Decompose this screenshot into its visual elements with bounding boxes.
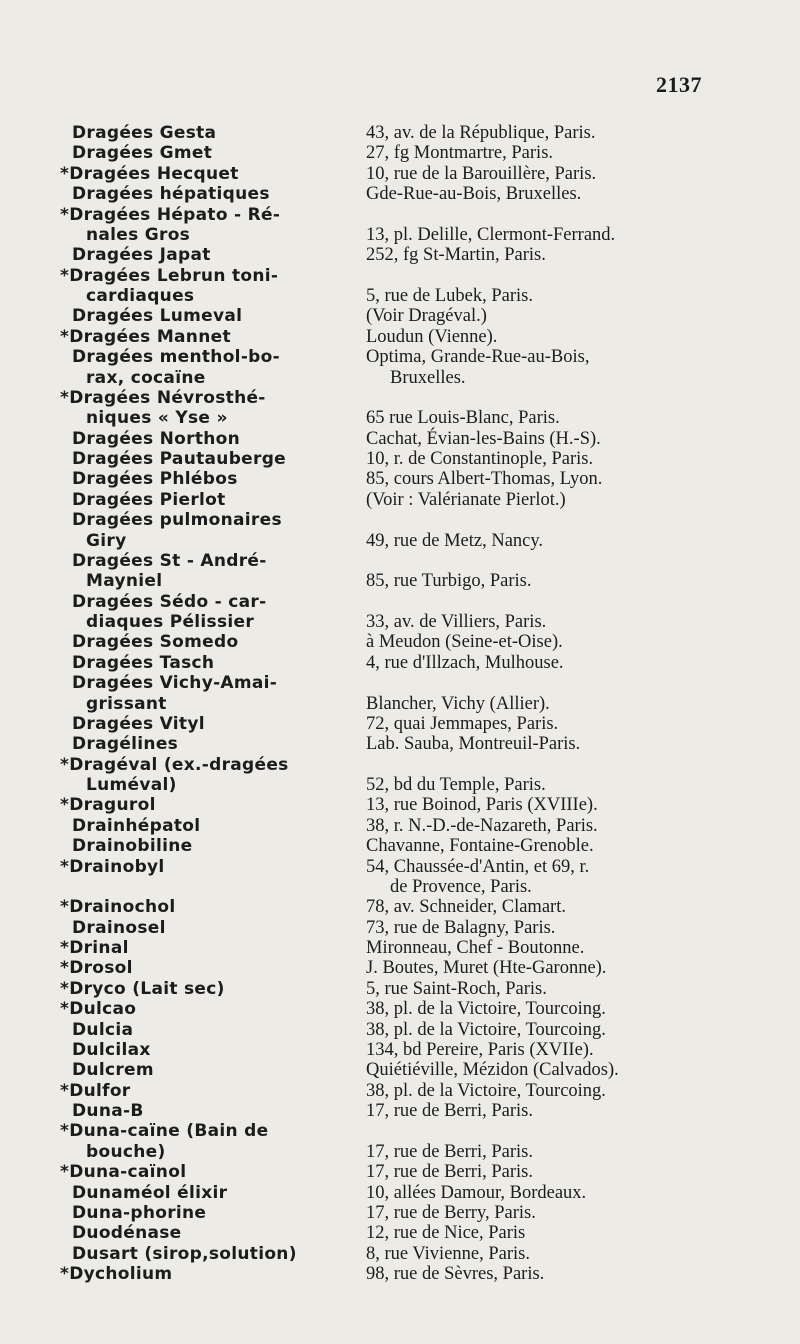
product-name: *Dulfor: [60, 1080, 131, 1101]
product-name: Dulcilax: [72, 1039, 151, 1060]
entry-line: [60, 368, 720, 388]
product-name: *Dryco (Lait sec): [60, 978, 225, 999]
manufacturer-address: 38, pl. de la Victoire, Tourcoing.: [366, 999, 606, 1020]
product-name: Drainosel: [72, 917, 166, 938]
entry-line: [60, 490, 720, 510]
entry-line: [60, 612, 720, 632]
product-name: Dragées hépatiques: [72, 184, 270, 205]
product-name: Giry: [86, 530, 127, 551]
entry-line: [60, 225, 720, 245]
entry-line: [60, 1081, 720, 1101]
entry-line: [60, 734, 720, 754]
entry-line: [60, 571, 720, 591]
product-name: *Dragées Mannet: [60, 326, 231, 347]
manufacturer-address: Loudun (Vienne).: [366, 326, 498, 347]
manufacturer-address: 17, rue de Berri, Paris.: [366, 1162, 533, 1183]
entry-line: [60, 1264, 720, 1284]
entry-line: [60, 714, 720, 734]
entry-line: [60, 653, 720, 673]
product-name: Dragées Lumeval: [72, 306, 243, 327]
entry-line: [60, 673, 720, 693]
entry-line: [60, 469, 720, 489]
entry-list: [60, 123, 720, 1284]
manufacturer-address: Bruxelles.: [390, 367, 466, 388]
manufacturer-address: 85, rue Turbigo, Paris.: [366, 571, 532, 592]
manufacturer-address: 38, r. N.-D.-de-Nazareth, Paris.: [366, 815, 598, 836]
manufacturer-address: 54, Chaussée-d'Antin, et 69, r.: [366, 856, 590, 877]
manufacturer-address: Cachat, Évian-les-Bains (H.-S).: [366, 428, 601, 449]
manufacturer-address: 13, pl. Delille, Clermont-Ferrand.: [366, 224, 616, 245]
manufacturer-address: 52, bd du Temple, Paris.: [366, 775, 546, 795]
entry-line: [60, 429, 720, 449]
manufacturer-address: 4, rue d'Illzach, Mulhouse.: [366, 652, 564, 673]
product-name: Dragées Tasch: [72, 652, 215, 673]
entry-line: [60, 164, 720, 184]
entry-line: [60, 347, 720, 367]
entry-line: [60, 1223, 720, 1243]
entry-line: [60, 286, 720, 306]
manufacturer-address: Gde-Rue-au-Bois, Bruxelles.: [366, 184, 582, 205]
entry-line: [60, 979, 720, 999]
manufacturer-address: 65 rue Louis-Blanc, Paris.: [366, 408, 560, 429]
manufacturer-address: 43, av. de la République, Paris.: [366, 123, 596, 143]
manufacturer-address: 5, rue de Lubek, Paris.: [366, 286, 533, 306]
manufacturer-address: 17, rue de Berry, Paris.: [366, 1202, 536, 1223]
manufacturer-address: 98, rue de Sèvres, Paris.: [366, 1264, 545, 1284]
product-name: Dragées Vichy-Amai-: [72, 673, 278, 694]
entry-line: [60, 1162, 720, 1182]
manufacturer-address: Chavanne, Fontaine-Grenoble.: [366, 836, 594, 857]
manufacturer-address: 10, rue de la Barouillère, Paris.: [366, 163, 597, 184]
product-name: *Dycholium: [60, 1264, 173, 1284]
product-name: Luméval): [86, 775, 177, 795]
product-name: Dunaméol élixir: [72, 1182, 228, 1203]
product-name: *Drainobyl: [60, 856, 165, 877]
manufacturer-address: 49, rue de Metz, Nancy.: [366, 530, 544, 551]
product-name: Dulcrem: [72, 1060, 154, 1081]
product-name: Dragées Pautauberge: [72, 449, 286, 469]
product-name: Dragées Somedo: [72, 632, 239, 653]
product-name: nales Gros: [86, 224, 191, 245]
entry-line: [60, 327, 720, 347]
product-name: Dragées Pierlot: [72, 489, 226, 510]
entry-line: [60, 1040, 720, 1060]
product-name: Dragées Sédo - car-: [72, 591, 267, 612]
entry-line: [60, 205, 720, 225]
page-number: 2137: [656, 72, 702, 97]
entry-line: [60, 306, 720, 326]
manufacturer-address: J. Boutes, Muret (Hte-Garonne).: [366, 958, 607, 979]
product-name: *Drainochol: [60, 897, 176, 918]
entry-line: [60, 857, 720, 877]
entry-line: [60, 1142, 720, 1162]
entry-line: [60, 245, 720, 265]
manufacturer-address: 17, rue de Berri, Paris.: [366, 1101, 533, 1121]
product-name: rax, cocaïne: [86, 367, 206, 388]
entry-line: [60, 551, 720, 571]
manufacturer-address: 72, quai Jemmapes, Paris.: [366, 713, 559, 734]
manufacturer-address: (Voir : Valérianate Pierlot.): [366, 489, 566, 510]
manufacturer-address: 73, rue de Balagny, Paris.: [366, 917, 556, 938]
manufacturer-address: Lab. Sauba, Montreuil-Paris.: [366, 734, 581, 755]
product-name: diaques Pélissier: [86, 612, 255, 632]
product-name: Dragées Gmet: [72, 143, 213, 164]
product-name: Dragées Phlébos: [72, 469, 238, 490]
manufacturer-address: 10, r. de Constantinople, Paris.: [366, 449, 594, 469]
manufacturer-address: 33, av. de Villiers, Paris.: [366, 612, 547, 632]
product-name: bouche): [86, 1141, 166, 1162]
manufacturer-address: Optima, Grande-Rue-au-Bois,: [366, 347, 590, 368]
entry-line: [60, 775, 720, 795]
entry-line: [60, 632, 720, 652]
product-name: Dulcia: [72, 1019, 134, 1040]
entry-line: [60, 123, 720, 143]
product-name: *Drosol: [60, 958, 133, 979]
entry-line: [60, 1244, 720, 1264]
manufacturer-address: 85, cours Albert-Thomas, Lyon.: [366, 469, 603, 490]
entry-line: [60, 592, 720, 612]
manufacturer-address: de Provence, Paris.: [390, 876, 532, 897]
entry-line: [60, 510, 720, 530]
product-name: *Dragées Hépato - Ré-: [60, 204, 281, 225]
product-name: Dragées St - André-: [72, 550, 267, 571]
entry-line: [60, 918, 720, 938]
entry-line: [60, 1060, 720, 1080]
product-name: Dragées Northon: [72, 428, 241, 449]
product-name: cardiaques: [86, 286, 195, 306]
product-name: Dragées Gesta: [72, 123, 217, 143]
entry-line: [60, 836, 720, 856]
manufacturer-address: 8, rue Vivienne, Paris.: [366, 1243, 530, 1264]
entry-line: [60, 531, 720, 551]
entry-line: [60, 266, 720, 286]
manufacturer-address: 134, bd Pereire, Paris (XVIIe).: [366, 1039, 594, 1060]
entry-line: [60, 1203, 720, 1223]
manufacturer-address: (Voir Dragéval.): [366, 306, 487, 327]
entry-line: [60, 958, 720, 978]
entry-line: [60, 877, 720, 897]
entry-line: [60, 897, 720, 917]
manufacturer-address: 38, pl. de la Victoire, Tourcoing.: [366, 1019, 606, 1040]
manufacturer-address: à Meudon (Seine-et-Oise).: [366, 632, 563, 653]
manufacturer-address: 5, rue Saint-Roch, Paris.: [366, 978, 547, 999]
entry-line: [60, 408, 720, 428]
product-name: *Duna-caïnol: [60, 1162, 187, 1183]
product-name: *Dragées Hecquet: [60, 163, 239, 184]
entry-line: [60, 938, 720, 958]
product-name: *Drinal: [60, 938, 129, 958]
product-name: Dragées menthol-bo-: [72, 347, 280, 368]
product-name: niques « Yse »: [86, 408, 228, 429]
product-name: *Dragurol: [60, 795, 156, 816]
manufacturer-address: 17, rue de Berri, Paris.: [366, 1141, 533, 1162]
product-name: *Duna-caïne (Bain de: [60, 1121, 269, 1142]
product-name: *Dragées Lebrun toni-: [60, 265, 279, 286]
entry-line: [60, 1101, 720, 1121]
product-name: *Dulcao: [60, 999, 137, 1020]
manufacturer-address: Blancher, Vichy (Allier).: [366, 693, 550, 714]
product-name: Duna-B: [72, 1101, 144, 1121]
product-name: Dragélines: [72, 734, 179, 755]
entry-line: [60, 694, 720, 714]
entry-line: [60, 1020, 720, 1040]
product-name: Duna-phorine: [72, 1202, 207, 1223]
product-name: Dragées Japat: [72, 245, 211, 266]
product-name: Drainhépatol: [72, 815, 201, 836]
manufacturer-address: 12, rue de Nice, Paris: [366, 1223, 526, 1244]
product-name: Dragées Vityl: [72, 713, 205, 734]
product-name: *Dragéval (ex.-dragées: [60, 754, 289, 775]
manufacturer-address: 78, av. Schneider, Clamart.: [366, 897, 566, 918]
entry-line: [60, 449, 720, 469]
product-name: *Dragées Névrosthé-: [60, 387, 266, 408]
manufacturer-address: Quiétiéville, Mézidon (Calvados).: [366, 1060, 619, 1081]
product-name: Duodénase: [72, 1223, 182, 1244]
product-name: Dusart (sirop,solution): [72, 1243, 297, 1264]
entry-line: [60, 143, 720, 163]
product-name: Mayniel: [86, 571, 163, 592]
entry-line: [60, 1121, 720, 1141]
product-name: Drainobiline: [72, 836, 193, 857]
entry-line: [60, 999, 720, 1019]
entry-line: [60, 755, 720, 775]
manufacturer-address: 13, rue Boinod, Paris (XVIIIe).: [366, 795, 598, 816]
product-name: grissant: [86, 693, 167, 714]
entry-line: [60, 184, 720, 204]
product-name: Dragées pulmonaires: [72, 510, 282, 531]
manufacturer-address: 10, allées Damour, Bordeaux.: [366, 1182, 587, 1203]
entry-line: [60, 795, 720, 815]
manufacturer-address: 252, fg St-Martin, Paris.: [366, 245, 546, 266]
manufacturer-address: 38, pl. de la Victoire, Tourcoing.: [366, 1080, 606, 1101]
entry-line: [60, 816, 720, 836]
manufacturer-address: 27, fg Montmartre, Paris.: [366, 143, 554, 164]
entry-line: [60, 388, 720, 408]
manufacturer-address: Mironneau, Chef - Boutonne.: [366, 938, 585, 958]
entry-line: [60, 1183, 720, 1203]
